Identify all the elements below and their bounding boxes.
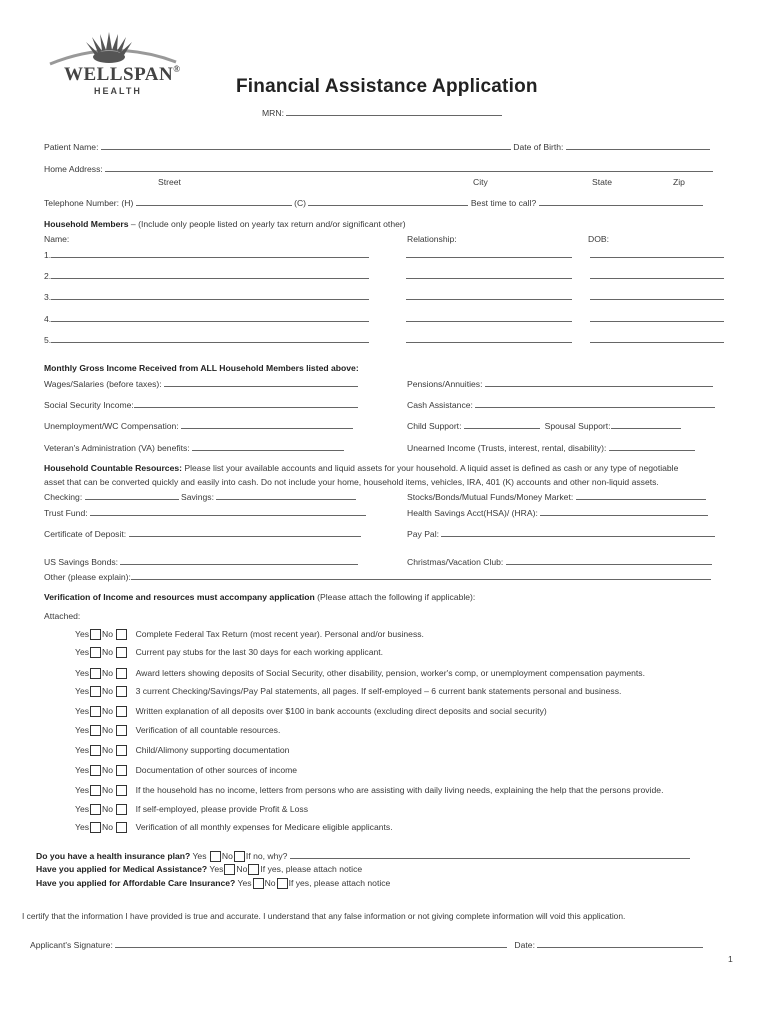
savings-bonds-label: US Savings Bonds: <box>44 557 119 567</box>
veterans-field[interactable] <box>192 442 344 451</box>
cd-label: Certificate of Deposit: <box>44 529 127 539</box>
yes-checkbox[interactable] <box>90 686 101 697</box>
no-label: No <box>236 864 248 874</box>
trust-fund-label: Trust Fund: <box>44 508 88 518</box>
insurance-why-field[interactable] <box>290 850 690 859</box>
zip-caption: Zip <box>673 177 685 187</box>
no-label: No <box>102 804 114 814</box>
yes-label: Yes <box>75 765 90 775</box>
no-checkbox[interactable] <box>116 785 127 796</box>
verification-item <box>75 765 297 776</box>
other-field[interactable] <box>131 571 711 580</box>
trust-fund-field[interactable] <box>90 507 366 516</box>
yes-checkbox[interactable] <box>90 765 101 776</box>
spousal-support-label: Spousal Support: <box>544 421 611 431</box>
yes-label: Yes <box>75 822 90 832</box>
verification-item <box>75 686 621 697</box>
col-name-header: Name: <box>44 234 70 244</box>
pensions-field[interactable] <box>485 378 713 387</box>
no-checkbox[interactable] <box>116 686 127 697</box>
hsa-field[interactable] <box>540 507 708 516</box>
household-row <box>44 334 724 345</box>
child-support-label: Child Support: <box>407 421 462 431</box>
item-text: Written explanation of all deposits over $100 in bank accounts (excluding direct deposits and social security) <box>135 706 547 716</box>
income-heading: Monthly Gross Income Received from ALL Household Members listed above: <box>44 363 359 373</box>
yes-checkbox[interactable] <box>90 706 101 717</box>
stocks-field[interactable] <box>576 491 706 500</box>
veterans-label: Veteran's Administration (VA) benefits: <box>44 443 190 453</box>
no-checkbox[interactable] <box>116 725 127 736</box>
household-row <box>44 270 724 281</box>
yes-checkbox[interactable] <box>90 804 101 815</box>
certification-statement: I certify that the information I have provided is true and accurate. I understand that any false information or not giving complete information will void this application. <box>22 911 626 921</box>
aca-followup: If yes, please attach notice <box>288 878 391 888</box>
item-text: Current pay stubs for the last 30 days for each working applicant. <box>135 647 384 657</box>
cash-assistance-label: Cash Assistance: <box>407 400 473 410</box>
no-checkbox[interactable] <box>116 804 127 815</box>
household-row <box>44 313 724 324</box>
city-caption: City <box>473 177 488 187</box>
member-dob-field[interactable] <box>590 249 724 258</box>
resources-heading: Household Countable Resources: <box>44 463 182 473</box>
row-number: 5. <box>44 335 52 345</box>
no-label: No <box>102 668 114 678</box>
verification-note: (Please attach the following if applicable): <box>317 592 476 602</box>
date-label: Date: <box>514 940 535 950</box>
paypal-field[interactable] <box>441 528 715 537</box>
verification-item <box>75 706 547 717</box>
verification-item <box>75 745 289 756</box>
home-address-label: Home Address: <box>44 164 103 174</box>
no-checkbox[interactable] <box>116 765 127 776</box>
savings-field[interactable] <box>216 491 356 500</box>
item-text: 3 current Checking/Savings/Pay Pal statements, all pages. If self-employed – 6 current bank statements personal and business. <box>135 686 622 696</box>
resources-text-1: Please list your available accounts and liquid assets for your household. A liquid asset is defined as cash or any type of negotiable <box>184 463 679 473</box>
social-security-label: Social Security Income: <box>44 400 134 410</box>
yes-checkbox[interactable] <box>90 668 101 679</box>
verification-item <box>75 668 645 679</box>
other-label: Other (please explain): <box>44 572 131 582</box>
social-security-field[interactable] <box>134 399 358 408</box>
member-relationship-field[interactable] <box>406 249 572 258</box>
aca-question: Have you applied for Affordable Care Insurance? <box>36 878 236 888</box>
dob-label: Date of Birth: <box>513 142 564 152</box>
no-checkbox[interactable] <box>116 745 127 756</box>
page-title: Financial Assistance Application <box>236 76 538 97</box>
registered-mark: ® <box>173 64 181 74</box>
wellspan-logo <box>48 28 181 98</box>
row-number: 3. <box>44 292 52 302</box>
patient-name-field[interactable] <box>101 141 511 150</box>
verification-item <box>75 822 393 833</box>
verification-heading: Verification of Income and resources must accompany application <box>44 592 315 602</box>
item-text: If the household has no income, letters from persons who are assisting with daily living needs, explaining the help that the persons provide. <box>135 785 664 795</box>
verification-item <box>75 804 308 815</box>
no-label: No <box>264 878 276 888</box>
no-checkbox[interactable] <box>116 668 127 679</box>
yes-label: Yes <box>75 686 90 696</box>
member-dob-field[interactable] <box>590 291 724 300</box>
brand-sub: HEALTH <box>94 86 142 96</box>
verification-item <box>75 647 383 658</box>
household-heading: Household Members <box>44 219 129 229</box>
savings-bonds-field[interactable] <box>120 556 358 565</box>
yes-label: Yes <box>75 804 90 814</box>
item-text: Verification of all countable resources. <box>135 725 281 735</box>
date-field[interactable] <box>537 939 703 948</box>
christmas-club-field[interactable] <box>506 556 712 565</box>
no-label: No <box>102 629 114 639</box>
member-name-field[interactable] <box>51 249 369 258</box>
item-text: Award letters showing deposits of Social Security, other disability, pension, worker's comp, or unemployment compensation payments. <box>135 668 645 678</box>
mrn-field[interactable] <box>286 107 502 116</box>
cd-field[interactable] <box>129 528 361 537</box>
no-label: No <box>221 851 233 861</box>
verification-item <box>75 725 280 736</box>
yes-label: Yes <box>75 745 90 755</box>
col-relationship-header: Relationship: <box>407 234 457 244</box>
spousal-support-field[interactable] <box>611 420 681 429</box>
no-checkbox[interactable] <box>116 647 127 658</box>
yes-checkbox[interactable] <box>90 725 101 736</box>
medical-assistance-question: Have you applied for Medical Assistance? <box>36 864 208 874</box>
yes-label: Yes <box>237 878 252 888</box>
street-caption: Street <box>158 177 181 187</box>
home-phone-label: Telephone Number: (H) <box>44 198 134 208</box>
home-phone-field[interactable] <box>136 197 292 206</box>
checking-label: Checking: <box>44 492 83 502</box>
yes-label: Yes <box>75 647 90 657</box>
yes-checkbox[interactable] <box>90 785 101 796</box>
unearned-label: Unearned Income (Trusts, interest, rental, disability): <box>407 443 607 453</box>
member-relationship-field[interactable] <box>406 334 572 343</box>
ma-yes-checkbox[interactable] <box>224 864 235 875</box>
sunburst-icon <box>48 28 178 68</box>
yes-label: Yes <box>75 629 90 639</box>
household-row <box>44 291 724 302</box>
insurance-question: Do you have a health insurance plan? <box>36 851 191 861</box>
item-text: If self-employed, please provide Profit & Loss <box>135 804 309 814</box>
unemployment-label: Unemployment/WC Compensation: <box>44 421 179 431</box>
member-dob-field[interactable] <box>590 313 724 322</box>
state-caption: State <box>592 177 613 187</box>
yes-label: Yes <box>75 668 90 678</box>
yes-label: Yes <box>192 851 207 861</box>
wages-label: Wages/Salaries (before taxes): <box>44 379 162 389</box>
paypal-label: Pay Pal: <box>407 529 440 539</box>
signature-label: Applicant's Signature: <box>30 940 113 950</box>
yes-label: Yes <box>75 785 90 795</box>
yes-checkbox[interactable] <box>90 745 101 756</box>
page-number: 1 <box>728 954 733 964</box>
brand-name: WELLSPAN <box>64 64 174 85</box>
dob-field[interactable] <box>566 141 710 150</box>
row-number: 2. <box>44 271 52 281</box>
resources-text-2: asset that can be converted quickly and easily into cash. Do not include your home, household items, vehicles, IRA, 401 (K) accounts and other non-liquid assets. <box>44 477 659 487</box>
aca-no-checkbox[interactable] <box>277 878 288 889</box>
unemployment-field[interactable] <box>181 420 353 429</box>
no-label: No <box>102 725 114 735</box>
member-relationship-field[interactable] <box>406 291 572 300</box>
insurance-yes-checkbox[interactable] <box>210 851 221 862</box>
home-address-field[interactable] <box>105 163 713 172</box>
pensions-label: Pensions/Annuities: <box>407 379 483 389</box>
no-checkbox[interactable] <box>116 706 127 717</box>
attached-label: Attached: <box>44 611 81 621</box>
member-name-field[interactable] <box>51 334 369 343</box>
row-number: 4. <box>44 314 52 324</box>
col-dob-header: DOB: <box>588 234 610 244</box>
item-text: Complete Federal Tax Return (most recent year). Personal and/or business. <box>135 629 424 639</box>
yes-checkbox[interactable] <box>90 629 101 640</box>
member-relationship-field[interactable] <box>406 313 572 322</box>
no-checkbox[interactable] <box>116 822 127 833</box>
member-name-field[interactable] <box>51 313 369 322</box>
no-label: No <box>102 745 114 755</box>
patient-name-label: Patient Name: <box>44 142 99 152</box>
no-label: No <box>102 765 114 775</box>
no-label: No <box>102 822 114 832</box>
cell-phone-label: (C) <box>294 198 307 208</box>
savings-label: Savings: <box>181 492 214 502</box>
no-label: No <box>102 785 114 795</box>
household-row <box>44 249 724 260</box>
yes-checkbox[interactable] <box>90 647 101 658</box>
mrn-label: MRN: <box>262 108 284 118</box>
verification-item <box>75 629 424 640</box>
yes-label: Yes <box>75 706 90 716</box>
best-time-label: Best time to call? <box>470 198 537 208</box>
member-dob-field[interactable] <box>590 270 724 279</box>
member-dob-field[interactable] <box>590 334 724 343</box>
insurance-no-checkbox[interactable] <box>234 851 245 862</box>
ma-no-checkbox[interactable] <box>248 864 259 875</box>
cash-assistance-field[interactable] <box>475 399 715 408</box>
yes-label: Yes <box>209 864 224 874</box>
checking-field[interactable] <box>85 491 179 500</box>
ma-followup: If yes, please attach notice <box>260 864 363 874</box>
wages-field[interactable] <box>164 378 358 387</box>
member-name-field[interactable] <box>51 270 369 279</box>
member-name-field[interactable] <box>51 291 369 300</box>
yes-checkbox[interactable] <box>90 822 101 833</box>
household-note: – (Include only people listed on yearly tax return and/or significant other) <box>130 219 406 229</box>
cell-phone-field[interactable] <box>308 197 468 206</box>
no-label: No <box>102 706 114 716</box>
row-number: 1. <box>44 250 52 260</box>
stocks-label: Stocks/Bonds/Mutual Funds/Money Market: <box>407 492 574 502</box>
insurance-followup: If no, why? <box>245 851 288 861</box>
item-text: Verification of all monthly expenses for Medicare eligible applicants. <box>135 822 393 832</box>
aca-yes-checkbox[interactable] <box>253 878 264 889</box>
yes-label: Yes <box>75 725 90 735</box>
no-label: No <box>102 686 114 696</box>
best-time-field[interactable] <box>539 197 703 206</box>
member-relationship-field[interactable] <box>406 270 572 279</box>
hsa-label: Health Savings Acct(HSA)/ (HRA): <box>407 508 538 518</box>
signature-field[interactable] <box>115 939 507 948</box>
child-support-field[interactable] <box>464 420 540 429</box>
verification-item <box>75 785 663 796</box>
unearned-field[interactable] <box>609 442 695 451</box>
no-checkbox[interactable] <box>116 629 127 640</box>
item-text: Child/Alimony supporting documentation <box>135 745 290 755</box>
christmas-club-label: Christmas/Vacation Club: <box>407 557 504 567</box>
no-label: No <box>102 647 114 657</box>
item-text: Documentation of other sources of income <box>135 765 298 775</box>
